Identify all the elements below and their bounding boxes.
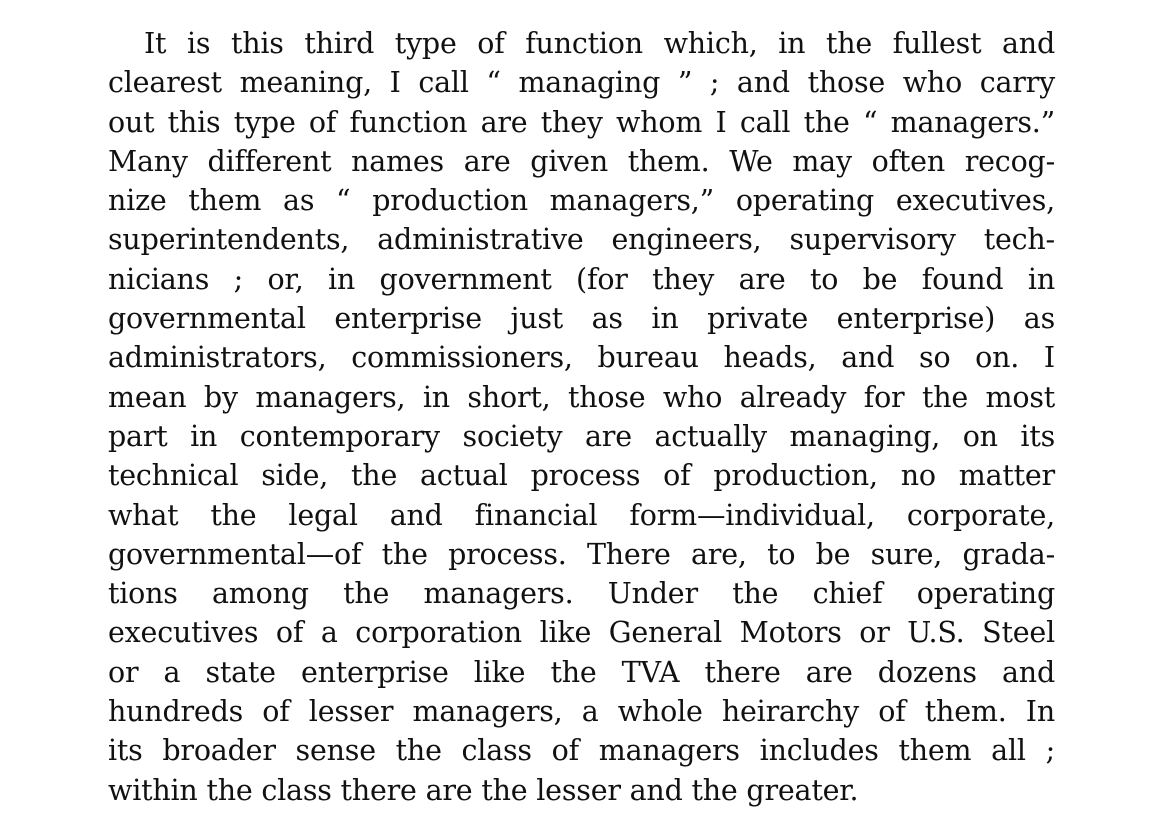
paragraph-line: tions among the managers. Under the chief operating [108,577,1055,611]
paragraph-line: hundreds of lesser managers, a whole heirarchy of them. In [108,695,1055,729]
paragraph-line: nize them as “ production managers,” operating executives, [108,184,1055,218]
paragraph-line: within the class there are the lesser and the greater. [108,773,859,807]
paragraph-line: governmental—of the process. There are, to be sure, grada- [108,537,1055,571]
paragraph-line: superintendents, administrative engineers, supervisory tech- [108,223,1055,257]
paragraph-line: mean by managers, in short, those who already for the most [108,380,1055,414]
paragraph-line: clearest meaning, I call “ managing ” ; and those who carry [108,66,1055,100]
paragraph-line: or a state enterprise like the TVA there are dozens and [108,655,1055,689]
paragraph-line: technical side, the actual process of production, no matter [108,459,1055,493]
paragraph-line: Many different names are given them. We may often recog- [108,144,1055,178]
paragraph-line: governmental enterprise just as in private enterprise) as [108,302,1055,336]
paragraph-line: It is this third type of function which, in the fullest and [144,27,1055,60]
paragraph-line: nicians ; or, in government (for they are to be found in [108,262,1055,296]
paragraph-line: executives of a corporation like General Motors or U.S. Steel [108,616,1055,650]
paragraph-line: administrators, commissioners, bureau heads, and so on. I [108,341,1055,375]
paragraph-line: out this type of function are they whom I call the “ managers.” [108,105,1055,139]
paragraph-line: part in contemporary society are actually managing, on its [108,419,1055,453]
paragraph-line: its broader sense the class of managers includes them all ; [108,734,1055,768]
paragraph-line: what the legal and financial form—individual, corporate, [108,498,1055,532]
paragraph [108,24,1055,810]
